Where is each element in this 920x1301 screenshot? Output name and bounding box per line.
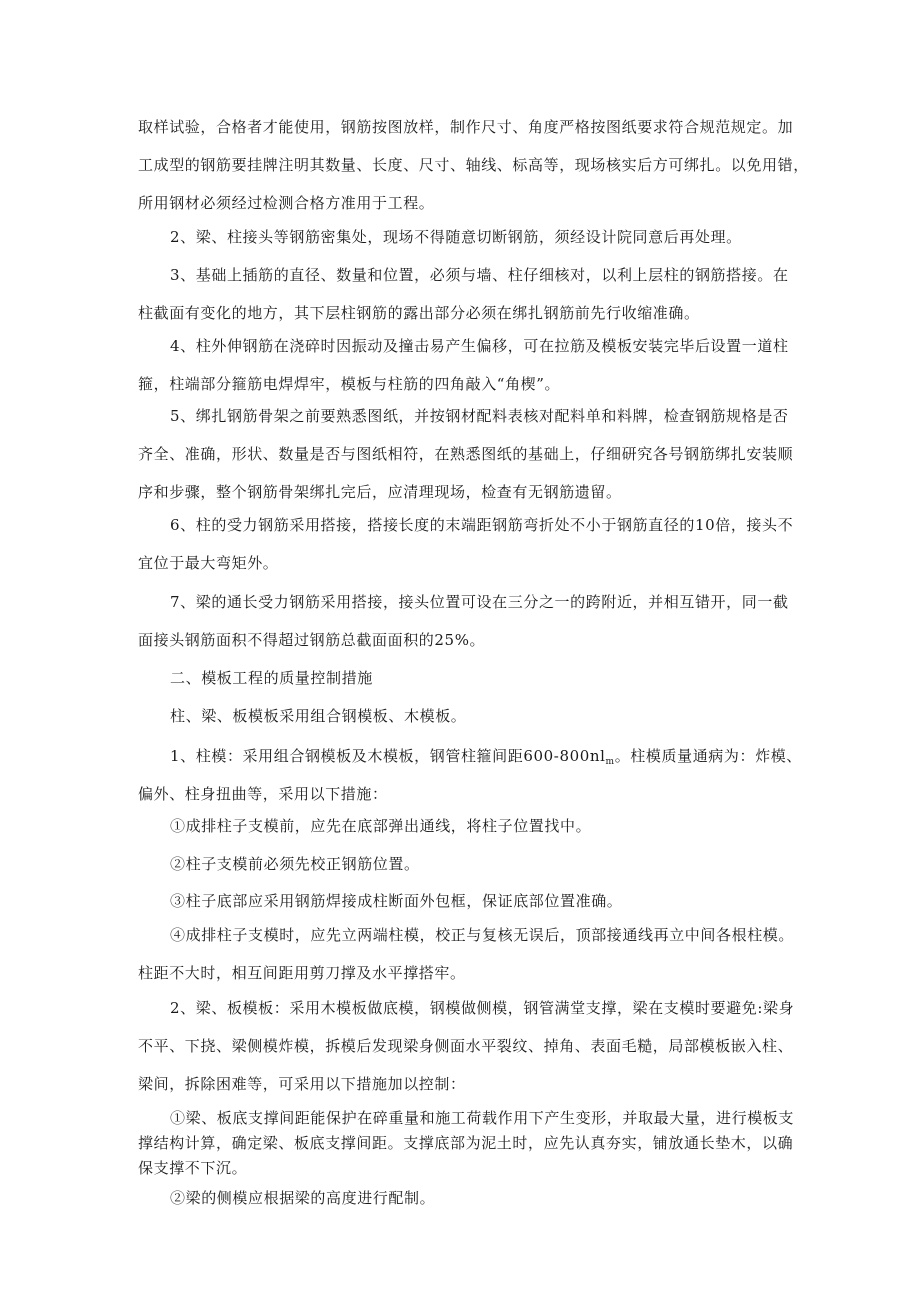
paragraph-p9 [138,697,800,735]
paragraph-p15 [138,989,800,1103]
text-run: 1、柱模：采用组合钢模板及木模板，钢管柱箍间距600-800nl [170,747,606,765]
paragraph-p17 [138,1179,800,1217]
text-line: 序和步骤，整个钢筋骨架绑扎完后，应清理现场，检查有无钢筋遗留。 [138,483,622,501]
text-line: 4、柱外伸钢筋在浇碎时因振动及撞击易产生偏移，可在拉筋及模板安装完毕后设置一道柱 [170,337,789,355]
paragraph-p4 [138,327,800,403]
text-line: 2、梁、柱接头等钢筋密集处，现场不得随意切断钢筋，须经设计院同意后再处理。 [170,228,742,246]
paragraph-p12 [138,845,800,883]
paragraph-p7 [138,583,800,659]
section-heading [138,659,800,697]
text-line: ①成排柱子支模前，应先在底部弹出通线，将柱子位置找中。 [170,817,592,835]
text-line: ③柱子底部应采用钢筋焊接成柱断面外包框，保证底部位置准确。 [170,892,623,910]
paragraph-p6 [138,506,800,582]
text-line: 保支撑不下沉。 [138,1159,248,1177]
text-line: 柱截面有变化的地方，其下层柱钢筋的露出部分必须在绑扎钢筋前先行收缩准确。 [138,304,700,322]
subscript-text: m [605,757,615,767]
text-line: ④成排柱子支模时，应先立两端柱模，校正与复核无误后，顶部接通线再立中间各根柱模。 [170,926,795,944]
text-line: 7、梁的通长受力钢筋采用搭接，接头位置可设在三分之一的跨附近，并相互错开，同一截 [170,593,789,611]
text-line: 梁间，拆除困难等，可采用以下措施加以控制： [138,1075,466,1093]
text-line: ②柱子支模前必须先校正钢筋位置。 [170,855,420,873]
text-line: 不平、下挠、梁侧模炸模，拆模后发现梁身侧面水平裂纹、掉角、表面毛糙，局部模板嵌入柱、 [138,1037,794,1055]
paragraph-p2 [138,218,800,256]
text-line: 撑结构计算，确定梁、板底支撑间距。支撑底部为泥土时，应先认真夯实，铺放通长垫木，以确 [138,1134,794,1152]
text-line: 宜位于最大弯矩外。 [138,554,279,572]
paragraph-p10 [138,737,800,813]
text-line: ②梁的侧模应根据梁的高度进行配制。 [170,1189,436,1207]
paragraph-p11 [138,807,800,845]
paragraph-p1 [138,108,809,222]
text-line: 箍，柱端部分箍筋电焊焊牢，模板与柱筋的四角敲入“角楔”。 [138,375,561,393]
text-line: 取样试验，合格者才能使用，钢筋按图放样，制作尺寸、角度严格按图纸要求符合规范规定。加 [138,118,794,136]
text-line: 柱、梁、板模板采用组合钢模板、木模板。 [170,707,467,725]
text-line: 工成型的钢筋要挂牌注明其数量、长度、尺寸、轴线、标高等，现场核实后方可绑扎。以免用错， [138,156,809,174]
paragraph-p5 [138,397,800,511]
text-line: 5、绑扎钢筋骨架之前要熟悉图纸，并按钢材配料表核对配料单和料牌，检查钢筋规格是否 [170,407,789,425]
text-line: 6、柱的受力钢筋采用搭接，搭接长度的末端距钢筋弯折处不小于钢筋直径的10倍，接头不 [170,516,794,534]
text-line: 所用钢材必须经过检测合格方准用于工程。 [138,194,435,212]
paragraph-p13 [138,882,800,920]
paragraph-p16 [138,1106,800,1181]
text-line: 面接头钢筋面积不得超过钢筋总截面面积的25%。 [138,631,486,649]
text-line: 柱距不大时，相互间距用剪刀撑及水平撑搭牢。 [138,964,466,982]
text-run: 。柱模质量通病为：炸模、 [614,747,802,765]
text-line: ①梁、板底支撑间距能保护在碎重量和施工荷载作用下产生变形，并取最大量，进行模板支 [170,1109,795,1127]
text-line: 3、基础上插筋的直径、数量和位置，必须与墙、柱仔细核对，以利上层柱的钢筋搭接。在 [170,266,789,284]
paragraph-p14 [138,916,800,992]
paragraph-p3 [138,256,800,332]
text-line [138,737,800,775]
text-line: 二、模板工程的质量控制措施 [170,669,373,687]
text-line: 齐全、准确，形状、数量是否与图纸相符，在熟悉图纸的基础上，仔细研究各号钢筋绑扎安装顺 [138,445,794,463]
text-line: 偏外、柱身扭曲等，采用以下措施： [138,785,388,803]
text-line: 2、梁、板模板：采用木模板做底模，钢模做侧模，钢管满堂支撑，梁在支模时要避免:梁身 [170,999,795,1017]
